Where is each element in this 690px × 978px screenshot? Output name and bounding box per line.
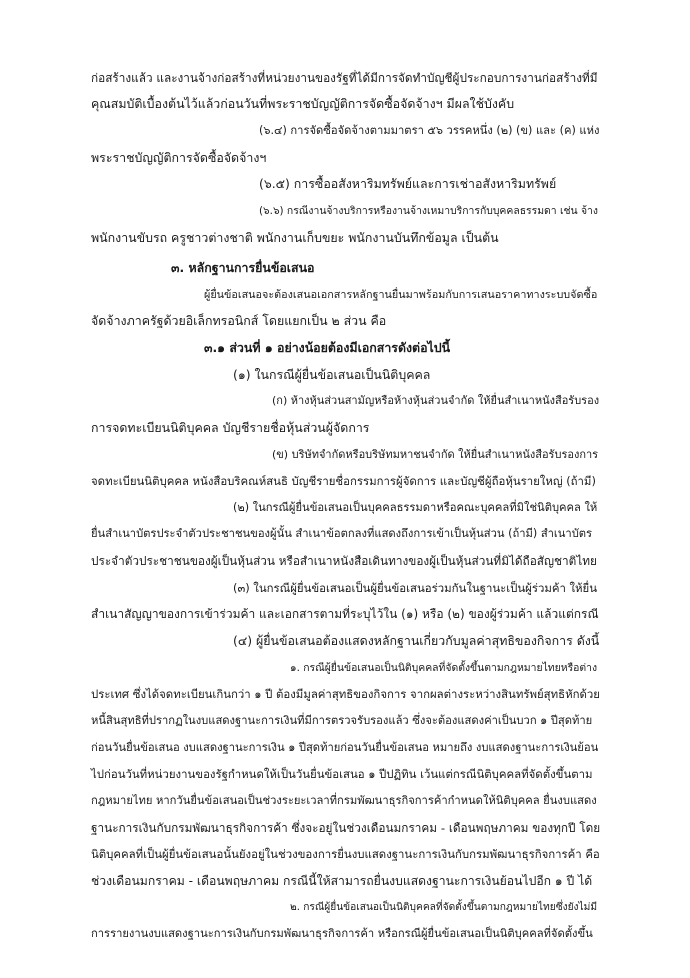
body-line: การจดทะเบียนนิติบุคคล บัญชีรายชื่อหุ้นส่วนผู้จัดการ	[91, 420, 370, 435]
section-heading: ๓. หลักฐานการยื่นข้อเสนอ	[171, 260, 315, 275]
body-line: (ข) บริษัทจำกัดหรือบริษัทมหาชนจำกัด ให้ยื่นสำเนาหนังสือรับรองการ	[272, 448, 599, 461]
body-line: ช่วงเดือนมกราคม - เดือนพฤษภาคม กรณีนี้ให้สามารถยื่นงบแสดงฐานะการเงินย้อนไปอีก ๑ ปี ได้	[91, 874, 593, 888]
body-line: (ก) ห้างหุ้นส่วนสามัญหรือห้างหุ้นส่วนจำกัด ให้ยื่นสำเนาหนังสือรับรอง	[272, 394, 600, 407]
body-line: ก่อนวันยื่นข้อเสนอ งบแสดงฐานะการเงิน ๑ ปีสุดท้ายก่อนวันยื่นข้อเสนอ หมายถึง งบแสดงฐานะการเงินย้อน	[91, 741, 599, 754]
body-line: พนักงานขับรถ ครูชาวต่างชาติ พนักงานเก็บขยะ พนักงานบันทึกข้อมูล เป็นต้น	[91, 230, 499, 245]
body-line: (๑) ในกรณีผู้ยื่นข้อเสนอเป็นนิติบุคคล	[233, 367, 431, 382]
body-line: จัดจ้างภาครัฐด้วยอิเล็กทรอนิกส์ โดยแยกเป็น ๒ ส่วน คือ	[91, 313, 387, 328]
body-line: การรายงานงบแสดงฐานะการเงินกับกรมพัฒนาธุรกิจการค้า หรือกรณีผู้ยื่นข้อเสนอเป็นนิติบุคคลที่จัดตั้งขึ้น	[91, 927, 593, 940]
body-line: ประจำตัวประชาชนของผู้เป็นหุ้นส่วน หรือสำเนาหนังสือเดินทางของผู้เป็นหุ้นส่วนที่มิได้ถือสัญชาติไทย	[91, 554, 597, 568]
body-line: นิติบุคคลที่เป็นผู้ยื่นข้อเสนอนั้นยังอยู่ในช่วงของการยื่นงบแสดงฐานะการเงินกับกรมพัฒนาธุรกิจการค้า คือ	[91, 847, 600, 861]
body-line: (๖.๔) การจัดซื้อจัดจ้างตามมาตรา ๕๖ วรรคหนึ่ง (๒) (ข) และ (ค) แห่ง	[259, 124, 600, 137]
body-line: สำเนาสัญญาของการเข้าร่วมค้า และเอกสารตามที่ระบุไว้ใน (๑) หรือ (๒) ของผู้ร่วมค้า แล้วแต่กรณี	[91, 607, 599, 621]
body-line: (๒) ในกรณีผู้ยื่นข้อเสนอเป็นบุคคลธรรมดาหรือคณะบุคคลที่มิใช่นิติบุคคล ให้	[233, 501, 598, 514]
body-line: (๖.๖) กรณีงานจ้างบริการหรืองานจ้างเหมาบริการกับบุคคลธรรมดา เช่น จ้าง	[259, 205, 598, 217]
body-line: ๑. กรณีผู้ยื่นข้อเสนอเป็นนิติบุคคลที่จัดตั้งขึ้นตามกฎหมายไทยหรือต่าง	[290, 662, 598, 674]
body-line: ไปก่อนวันที่หน่วยงานของรัฐกำหนดให้เป็นวันยื่นข้อเสนอ ๑ ปีปฏิทิน เว้นแต่กรณีนิติบุคคลที่จัดตั้งขึ้นตาม	[91, 767, 593, 781]
body-line: จดทะเบียนนิติบุคคล หนังสือบริคณห์สนธิ บัญชีรายชื่อกรรมการผู้จัดการ และบัญชีผู้ถือหุ้นรายใหญ่ (ถ้ามี)	[91, 474, 596, 488]
body-line: (๔) ผู้ยื่นข้อเสนอต้องแสดงหลักฐานเกี่ยวกับมูลค่าสุทธิของกิจการ ดังนี้	[233, 633, 600, 648]
subsection-heading: ๓.๑ ส่วนที่ ๑ อย่างน้อยต้องมีเอกสารดังต่อไปนี้	[204, 340, 451, 355]
body-line: พระราชบัญญัติการจัดซื้อจัดจ้างฯ	[91, 150, 267, 165]
body-line: ก่อสร้างแล้ว และงานจ้างก่อสร้างที่หน่วยงานของรัฐที่ได้มีการจัดทำบัญชีผู้ประกอบการงานก่อสร้างที่มี	[91, 71, 598, 85]
body-line: ผู้ยื่นข้อเสนอจะต้องเสนอเอกสารหลักฐานยื่นมาพร้อมกับการเสนอราคาทางระบบจัดซื้อ	[204, 288, 598, 301]
body-line: (๓) ในกรณีผู้ยื่นข้อเสนอเป็นผู้ยื่นข้อเสนอร่วมกันในฐานะเป็นผู้ร่วมค้า ให้ยื่น	[233, 581, 598, 595]
body-line: (๖.๕) การซื้ออสังหาริมทรัพย์และการเช่าอสังหาริมทรัพย์	[259, 176, 557, 191]
body-line: คุณสมบัติเบื้องต้นไว้แล้วก่อนวันที่พระราชบัญญัติการจัดซื้อจัดจ้างฯ มีผลใช้บังคับ	[91, 96, 515, 111]
body-line: ยื่นสำเนาบัตรประจำตัวประชาชนของผู้นั้น สำเนาข้อตกลงที่แสดงถึงการเข้าเป็นหุ้นส่วน (ถ้ามี) สำเนาบัตร	[91, 527, 593, 540]
body-line: ๒. กรณีผู้ยื่นข้อเสนอเป็นนิติบุคคลที่จัดตั้งขึ้นตามกฎหมายไทยซึ่งยังไม่มี	[290, 902, 598, 913]
body-line: ประเทศ ซึ่งได้จดทะเบียนเกินกว่า ๑ ปี ต้องมีมูลค่าสุทธิของกิจการ จากผลต่างระหว่างสินทรัพย์สุทธิหักด้วย	[91, 687, 600, 701]
body-line: กฎหมายไทย หากวันยื่นข้อเสนอเป็นช่วงระยะเวลาที่กรมพัฒนาธุรกิจการค้ากำหนดให้นิติบุคคล ยื่นงบแสดง	[91, 794, 597, 807]
body-line: หนี้สินสุทธิที่ปรากฏในงบแสดงฐานะการเงินที่มีการตรวจรับรองแล้ว ซึ่งจะต้องแสดงค่าเป็นบวก ๑ ปีสุดท้าย	[91, 714, 593, 727]
body-line: ฐานะการเงินกับกรมพัฒนาธุรกิจการค้า ซึ่งจะอยู่ในช่วงเดือนมกราคม - เดือนพฤษภาคม ของทุกปี โดย	[91, 821, 601, 835]
